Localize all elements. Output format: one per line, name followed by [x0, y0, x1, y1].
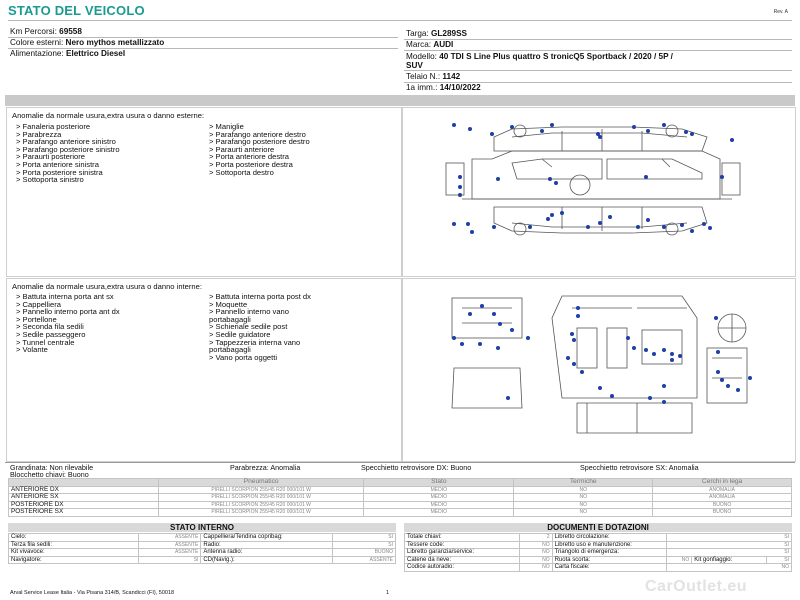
tyre-position: ANTERIORE DX: [9, 486, 159, 494]
damage-marker: [452, 336, 456, 340]
interior-value: ASSENTE: [333, 556, 396, 564]
documents-row: [405, 564, 792, 572]
damage-marker: [468, 312, 472, 316]
damage-marker: [626, 336, 630, 340]
damage-marker: [662, 348, 666, 352]
damage-marker: [684, 130, 688, 134]
model-value: 40 TDI S Line Plus quattro S tronicQ5 Sportback / 2020 / 5P /: [439, 52, 673, 61]
tyre-state: MEDIO: [364, 509, 514, 517]
damage-marker: [466, 222, 470, 226]
damage-item: > Tunnel centrale: [16, 337, 75, 347]
doc-value: 2: [519, 534, 552, 542]
damage-marker: [702, 222, 706, 226]
damage-item: > Porta posteriore sinistra: [16, 167, 103, 177]
km-row: [10, 27, 82, 36]
tyre-model: PIRELLI SCORPION 255/45 R20 000/101 W: [158, 494, 363, 502]
damage-item: > Pannello interno porta ant dx: [16, 307, 120, 317]
damage-item: > Parafango anteriore sinistro: [16, 137, 116, 147]
tyre-rim: ANOMALIA: [653, 486, 792, 494]
mirror-sx-status: Specchietto retrovisore SX: Anomalia: [580, 463, 699, 472]
damage-marker: [452, 222, 456, 226]
model-value-cont: SUV: [406, 61, 423, 70]
interior-state-table: [8, 533, 396, 564]
damage-marker: [550, 213, 554, 217]
hail-status: Grandinata: Non rilevabile: [10, 463, 94, 472]
registration-value: 14/10/2022: [439, 83, 481, 92]
tyre-rim: ANOMALIA: [653, 494, 792, 502]
registration-label: 1a imm.:: [406, 83, 438, 92]
damage-marker: [644, 175, 648, 179]
doc-label: Tessere code:: [405, 541, 520, 549]
tyre-winter: NO: [514, 501, 653, 509]
damage-marker: [492, 225, 496, 229]
tyres-table: [8, 478, 792, 517]
damage-item: > Porta anteriore destra: [209, 152, 289, 162]
external-damage-list-1: [16, 123, 120, 184]
divider: [404, 50, 792, 51]
damage-marker: [540, 129, 544, 133]
interior-value: SI: [333, 541, 396, 549]
damage-marker: [662, 123, 666, 127]
damage-marker: [528, 225, 532, 229]
damage-marker: [550, 123, 554, 127]
damage-item: > Cappelliera: [16, 299, 61, 309]
plate-row: [406, 29, 467, 38]
damage-marker: [608, 215, 612, 219]
damage-item: > Battuta interna porta post dx: [209, 292, 311, 301]
damage-marker: [478, 342, 482, 346]
doc-label: Catene da neve:: [405, 556, 520, 564]
interior-value: SI: [138, 556, 201, 564]
damage-item: > Paraurti posteriore: [16, 152, 86, 162]
damage-marker: [496, 346, 500, 350]
damage-marker: [458, 175, 462, 179]
interior-state-row: [9, 541, 396, 549]
brand-value: AUDI: [433, 40, 454, 49]
damage-item: > Seconda fila sedili: [16, 322, 84, 332]
tyre-position: POSTERIORE DX: [9, 501, 159, 509]
damage-marker: [632, 125, 636, 129]
damage-marker: [560, 211, 564, 215]
damage-marker: [492, 312, 496, 316]
internal-damage-title: Anomalie da normale usura,extra usura o danno interne:: [12, 282, 202, 291]
doc-label: Ruota scorta:: [552, 556, 667, 564]
interior-label: Navigatore:: [9, 556, 139, 564]
damage-marker: [716, 350, 720, 354]
damage-marker: [598, 135, 602, 139]
doc-value: SI: [767, 556, 792, 564]
damage-marker: [726, 384, 730, 388]
doc-label: Triangolo di emergenza:: [552, 549, 667, 557]
tyre-position: ANTERIORE SX: [9, 494, 159, 502]
damage-marker: [670, 352, 674, 356]
damage-marker: [670, 358, 674, 362]
damage-marker: [646, 218, 650, 222]
tyre-row: [9, 501, 792, 509]
header-divider: [8, 20, 792, 21]
tyre-winter: NO: [514, 494, 653, 502]
model-row: [406, 52, 673, 61]
damage-marker: [662, 384, 666, 388]
damage-marker: [708, 226, 712, 230]
color-row: [10, 38, 164, 47]
damage-item: > Tappezzeria interna vano: [209, 337, 301, 347]
damage-marker: [572, 338, 576, 342]
damage-marker: [570, 332, 574, 336]
tyres-header-tyre: Pneumatico: [158, 479, 363, 487]
damage-marker: [632, 346, 636, 350]
damage-item: > Vano porta oggetti: [209, 352, 278, 362]
external-damage-list-2: [209, 123, 310, 176]
damage-marker: [714, 316, 718, 320]
windshield-status: Parabrezza: Anomalia: [230, 463, 301, 472]
damage-marker: [496, 177, 500, 181]
damage-marker: [548, 177, 552, 181]
tyre-rim: BUONO: [653, 501, 792, 509]
doc-label: Kit gonfiaggio:: [692, 556, 767, 564]
damage-marker: [730, 138, 734, 142]
doc-value: NO: [519, 541, 552, 549]
plate-label: Targa:: [406, 29, 429, 38]
interior-value: SI: [333, 534, 396, 542]
damage-item: > Parafango anteriore destro: [209, 129, 306, 139]
damage-item: > Pannello interno vano: [209, 307, 290, 317]
damage-item: > Sottoporta destro: [209, 167, 274, 177]
tyres-header-row: [9, 479, 792, 487]
damage-marker: [458, 185, 462, 189]
tyre-model: PIRELLI SCORPION 255/45 R20 000/101 W: [158, 509, 363, 517]
doc-label: Libretto garanzia/service:: [405, 549, 520, 557]
doc-value: NO: [519, 564, 552, 572]
damage-marker: [610, 394, 614, 398]
documents-row: [405, 541, 792, 549]
interior-state-title: STATO INTERNO: [8, 523, 396, 532]
tyre-state: MEDIO: [364, 501, 514, 509]
chassis-label: Telaio N.:: [406, 72, 441, 81]
damage-marker: [720, 378, 724, 382]
chassis-value: 1142: [442, 72, 461, 81]
damage-marker: [586, 225, 590, 229]
damage-item: > Parafango posteriore sinistro: [16, 144, 120, 154]
doc-value: SI: [667, 534, 792, 542]
tyre-position: POSTERIORE SX: [9, 509, 159, 517]
internal-damage-markers: [402, 278, 794, 460]
damage-marker: [636, 225, 640, 229]
damage-marker: [736, 388, 740, 392]
color-value: Nero mythos metallizzato: [65, 38, 165, 47]
documents-row: [405, 556, 792, 564]
damage-marker: [510, 125, 514, 129]
tyres-header-winter: Termiche: [514, 479, 653, 487]
doc-value: NO: [667, 564, 792, 572]
damage-marker: [680, 223, 684, 227]
doc-value: NO: [519, 556, 552, 564]
damage-item: > Schienale sedile post: [209, 322, 288, 332]
damage-item: > Fanaleria posteriore: [16, 122, 91, 131]
tyres-header-empty: [9, 479, 159, 487]
interior-label: Kit vivavoce:: [9, 549, 139, 557]
tyre-winter: NO: [514, 509, 653, 517]
tyre-row: [9, 494, 792, 502]
divider: [404, 70, 792, 71]
documents-row: [405, 549, 792, 557]
watermark-logo: CarOutlet.eu: [645, 578, 748, 595]
fuel-label: Alimentazione:: [10, 49, 64, 58]
damage-item: > Sottoporta sinistro: [16, 175, 84, 185]
damage-marker: [566, 356, 570, 360]
damage-marker: [480, 304, 484, 308]
interior-label: Cappelliera/Tendina copribag:: [201, 534, 333, 542]
external-damage-markers: [402, 107, 794, 275]
doc-label: Libretto uso e manutenzione:: [552, 541, 667, 549]
damage-marker: [576, 306, 580, 310]
damage-item: > Paraurti anteriore: [209, 144, 275, 154]
tyre-state: MEDIO: [364, 494, 514, 502]
fuel-row: [10, 49, 125, 58]
damage-marker: [646, 129, 650, 133]
interior-label: Cielo:: [9, 534, 139, 542]
damage-marker: [644, 348, 648, 352]
doc-label: Carta fiscale:: [552, 564, 667, 572]
damage-marker: [662, 225, 666, 229]
damage-item: > Volante: [16, 345, 48, 355]
interior-label: Radio:: [201, 541, 333, 549]
interior-label: Antenna radio:: [201, 549, 333, 557]
damage-item: > Maniglie: [209, 122, 244, 131]
damage-marker: [662, 400, 666, 404]
damage-item: > Parabrezza: [16, 129, 62, 139]
damage-marker: [498, 322, 502, 326]
external-damage-title: Anomalie da normale usura,extra usura o danno esterne:: [12, 111, 205, 120]
doc-label: Codice autoradio:: [405, 564, 520, 572]
section-separator: [5, 95, 795, 106]
interior-value: ASSENTE: [138, 534, 201, 542]
damage-marker: [470, 230, 474, 234]
damage-marker: [460, 342, 464, 346]
interior-label: Terza fila sedili:: [9, 541, 139, 549]
damage-marker: [458, 193, 462, 197]
documents-table: [404, 533, 792, 572]
doc-value: SI: [667, 541, 792, 549]
tyres-header-state: Stato: [364, 479, 514, 487]
damage-item: > Porta posteriore destra: [209, 159, 293, 169]
damage-marker: [546, 217, 550, 221]
damage-marker: [576, 314, 580, 318]
footer-page-number: 1: [386, 590, 390, 596]
brand-label: Marca:: [406, 40, 432, 49]
color-label: Colore esterni:: [10, 38, 64, 47]
damage-item: > Porta anteriore sinistra: [16, 159, 99, 169]
damage-marker: [690, 229, 694, 233]
tyre-rim: BUONO: [653, 509, 792, 517]
registration-row: [406, 83, 481, 92]
footer-company: Arval Service Lease Italia - Via Pisana 314/B, Scandicci (FI), 50018: [10, 590, 175, 596]
tyre-winter: NO: [514, 486, 653, 494]
lock-status: Blocchetto chiavi: Buono: [10, 470, 89, 479]
damage-item: > Sedile passeggero: [16, 329, 86, 339]
damage-marker: [452, 123, 456, 127]
interior-value: ASSENTE: [138, 549, 201, 557]
mirror-dx-status: Specchietto retrovisore DX: Buono: [361, 463, 472, 472]
doc-value: NO: [667, 556, 692, 564]
damage-marker: [748, 376, 752, 380]
fuel-value: Elettrico Diesel: [65, 49, 126, 58]
damage-marker: [598, 386, 602, 390]
damage-item: portabagagli: [209, 314, 251, 324]
documents-title: DOCUMENTI E DOTAZIONI: [404, 523, 792, 532]
damage-marker: [554, 181, 558, 185]
internal-damage-list-1: [16, 293, 120, 354]
internal-damage-list-2: [209, 293, 311, 361]
damage-item: > Portellone: [16, 314, 57, 324]
doc-value: SI: [667, 549, 792, 557]
damage-marker: [510, 328, 514, 332]
tyre-state: MEDIO: [364, 486, 514, 494]
brand-row: [406, 40, 453, 49]
interior-label: CD(Navig.):: [201, 556, 333, 564]
damage-marker: [716, 370, 720, 374]
doc-value: NO: [519, 549, 552, 557]
damage-marker: [526, 336, 530, 340]
damage-marker: [506, 396, 510, 400]
tyre-row: [9, 509, 792, 517]
revision-label: Rev. A: [773, 9, 788, 15]
doc-label: Libretto circolazione:: [552, 534, 667, 542]
damage-item: > Moquette: [209, 299, 248, 309]
interior-value: BUONO: [333, 549, 396, 557]
interior-value: ASSENTE: [138, 541, 201, 549]
tyre-model: PIRELLI SCORPION 255/45 R20 000/101 W: [158, 501, 363, 509]
damage-marker: [598, 221, 602, 225]
km-label: Km Percorsi:: [10, 27, 57, 36]
damage-marker: [678, 354, 682, 358]
km-value: 69558: [59, 27, 82, 36]
tyre-row: [9, 486, 792, 494]
tyres-header-rim: Cerchi in lega: [653, 479, 792, 487]
interior-state-row: [9, 549, 396, 557]
damage-marker: [690, 132, 694, 136]
damage-marker: [468, 127, 472, 131]
page-title: STATO DEL VEICOLO: [8, 3, 145, 18]
plate-value: GL289SS: [431, 29, 467, 38]
damage-item: > Battuta interna porta ant sx: [16, 292, 114, 301]
damage-item: > Sedile guidatore: [209, 329, 271, 339]
damage-item: > Parafango posteriore destro: [209, 137, 310, 147]
interior-state-row: [9, 534, 396, 542]
damage-marker: [572, 362, 576, 366]
interior-state-row: [9, 556, 396, 564]
tyre-model: PIRELLI SCORPION 255/45 R20 000/101 W: [158, 486, 363, 494]
damage-marker: [580, 370, 584, 374]
damage-marker: [648, 396, 652, 400]
damage-marker: [720, 175, 724, 179]
doc-label: Totale chiavi:: [405, 534, 520, 542]
model-label: Modello:: [406, 52, 437, 61]
documents-row: [405, 534, 792, 542]
damage-item: portabagagli: [209, 345, 251, 355]
damage-marker: [652, 352, 656, 356]
damage-marker: [490, 132, 494, 136]
chassis-row: [406, 72, 460, 81]
divider: [404, 39, 792, 40]
